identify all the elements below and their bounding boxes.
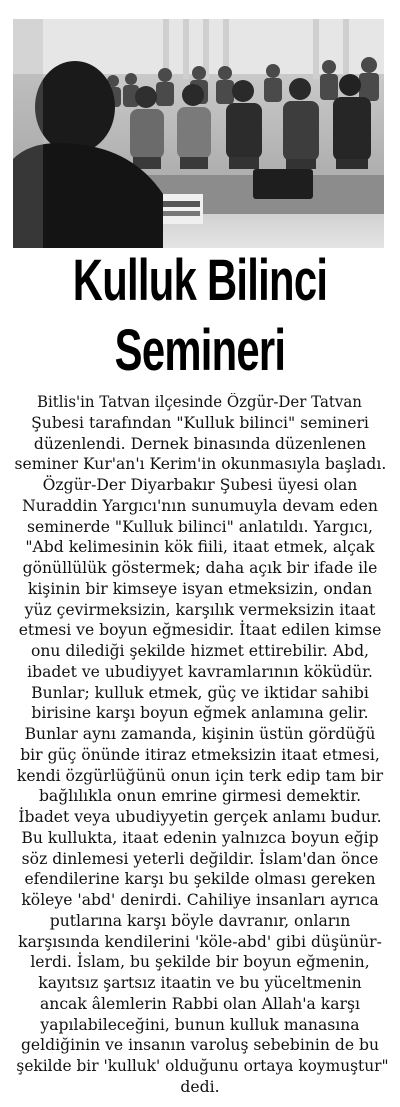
body-line: geldiğinin ve insanın varoluş sebebinin de bu [20, 1036, 380, 1055]
headline-line-2: Semineri [114, 318, 286, 383]
body-line: Özgür-Der Diyarbakır Şubesi üyesi olan [42, 476, 358, 494]
body-line: söz dinlemesi yeterli değildir. İslam'dan önce [21, 849, 379, 868]
body-line: putlarına karşı böyle davranır, onların [49, 911, 351, 930]
body-line: efendilerine karşı bu şekilde olması gereken [24, 870, 376, 889]
body-line: yapılabileceğini, bunun kulluk manasına [40, 1015, 360, 1034]
body-line: bir güç önünde itiraz etmeksizin itaat etmesi, [20, 745, 380, 764]
body-line: etmesi ve boyun eğmesidir. İtaat edilen kimse [18, 621, 382, 640]
body-line: lerdi. İslam, bu şekilde bir boyun eğmenin, [30, 953, 370, 972]
body-line: Bu kullukta, itaat edenin yalnızca boyun eğip [21, 828, 379, 847]
body-line: gönüllülük göstermek; daha açık bir ifade ile [22, 559, 378, 577]
body-line: köleye 'abd' denirdi. Cahiliye insanları ayrıca [21, 891, 379, 909]
headline-line-1: Kulluk Bilinci [72, 248, 328, 313]
article-body [14, 392, 389, 1098]
body-line: Nuraddin Yargıcı'nın sunumuyla devam eden [22, 496, 378, 515]
body-line: seminer Kur'an'ı Kerim'in okunmasıyla başladı. [14, 455, 387, 474]
body-line: kayıtsız şartsız itaatin ve bu yüceltmenin [38, 974, 362, 992]
body-line: Bunlar aynı zamanda, kişinin üstün gördüğü [24, 725, 376, 743]
body-line: ibadet ve ubudiyyet kavramlarının köküdür. [27, 662, 373, 681]
body-line: karşısında kendilerini 'köle-abd' gibi düşünür- [18, 932, 382, 951]
seminar-photo [13, 19, 384, 248]
body-line: onu dilediği şekilde hizmet ettirebilir. Abd, [30, 642, 370, 660]
body-line: Bunlar; kulluk etmek, güç ve iktidar sahibi [31, 683, 369, 702]
body-line: İbadet veya ubudiyyetin gerçek anlamı budur. [18, 808, 382, 826]
body-line: Şubesi tarafından "Kulluk bilinci" semineri [31, 413, 369, 432]
body-line: kişinin bir kimseye isyan etmeksizin, ondan [27, 579, 373, 598]
body-line: Bitlis'in Tatvan ilçesinde Özgür-Der Tatvan [37, 393, 362, 411]
body-line: bağlılıkla onun emrine girmesi demektir. [38, 787, 362, 806]
body-line: şekilde bir 'kulluk' olduğunu ortaya koymuştur" [16, 1057, 389, 1075]
body-line: ancak âlemlerin Rabbi olan Allah'a karşı [39, 994, 360, 1013]
body-line: dedi. [180, 1077, 220, 1096]
body-line: kendi özgürlüğünü onun için terk edip tam bir [16, 766, 384, 785]
body-line: seminerde "Kulluk bilinci" anlatıldı. Yargıcı, [27, 517, 373, 536]
body-line: düzenlendi. Dernek binasında düzenlenen [33, 434, 367, 453]
body-line: yüz çevirmeksizin, karşılık vermeksizin itaat [24, 600, 376, 619]
body-line: birisine karşı boyun eğmek anlamına gelir. [31, 704, 369, 723]
body-line: "Abd kelimesinin kök fiili, itaat etmek, alçak [25, 538, 375, 557]
seminar-audience-photo-icon [13, 19, 384, 248]
